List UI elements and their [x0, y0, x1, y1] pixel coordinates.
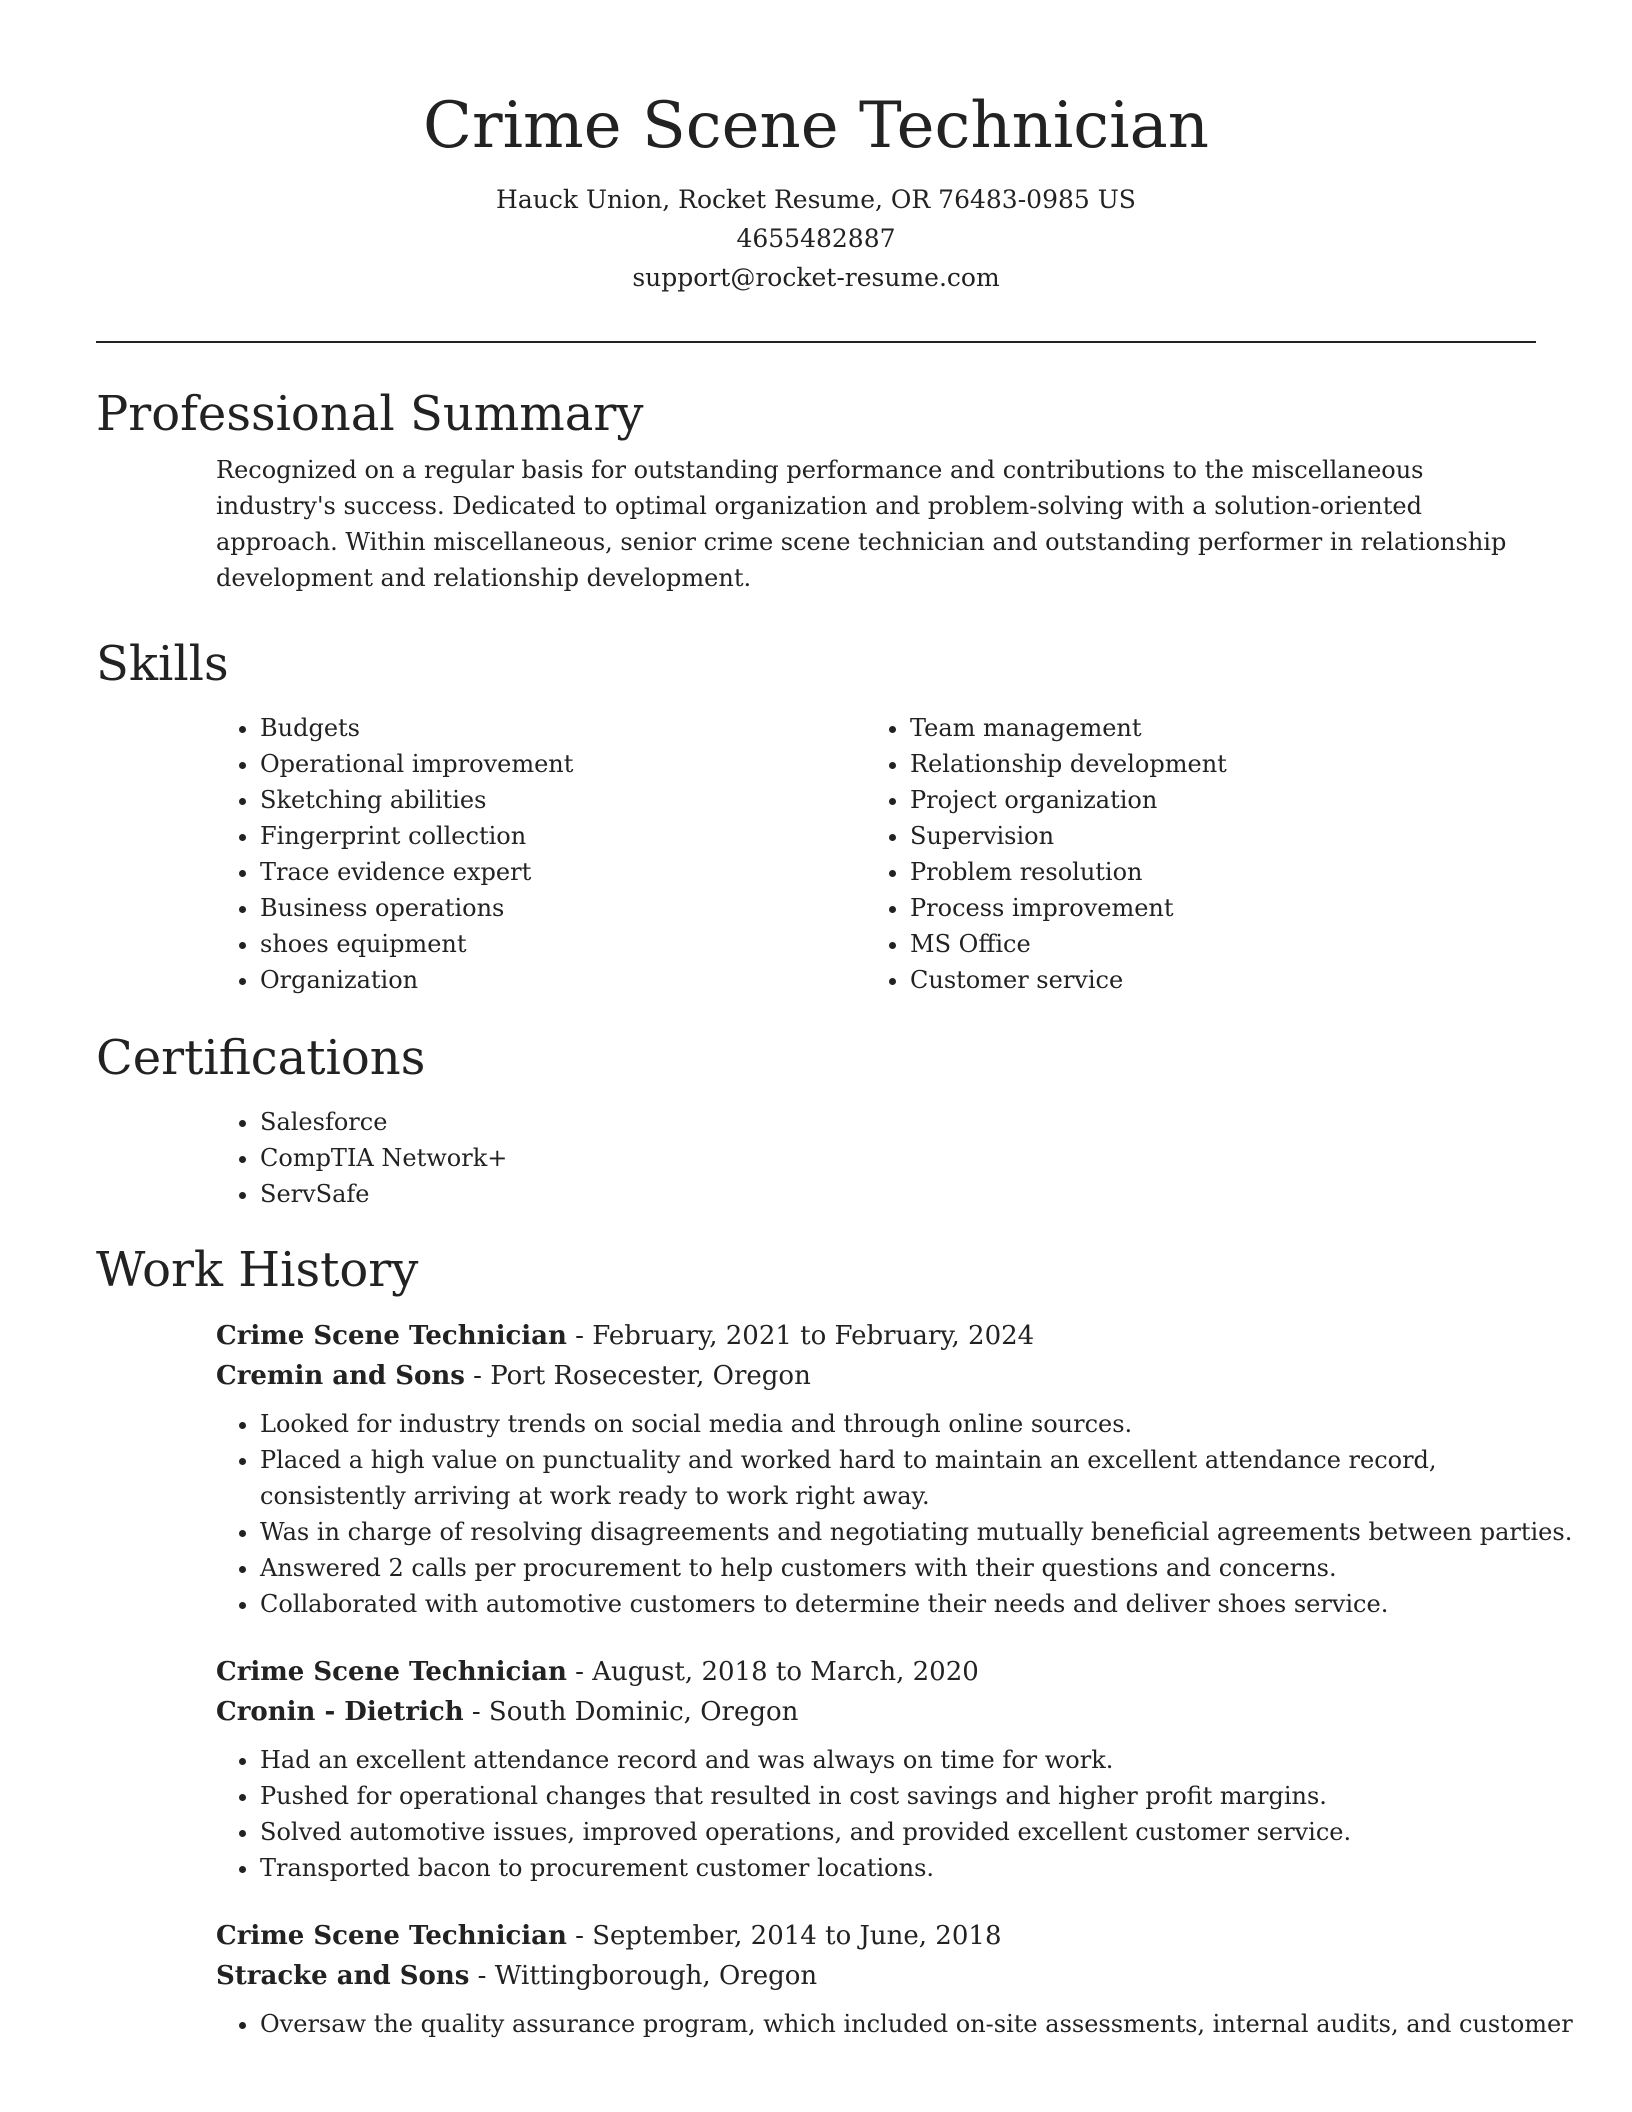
job-title-line — [216, 1652, 1536, 1692]
skill-item: • Customer service — [910, 962, 1516, 998]
job-bullets — [216, 1406, 1580, 1622]
job-company: Stracke and Sons — [216, 1961, 470, 1991]
job-bullet: • Oversaw the quality assurance program, which included on-site assessments, internal audits, and customer — [260, 2006, 1580, 2042]
job-company-line — [216, 1356, 1536, 1396]
email-text: support@rocket-resume.com — [632, 263, 1000, 292]
skill-item: • MS Office — [910, 926, 1516, 962]
phone-text: 4655482887 — [736, 224, 896, 253]
job-location: - Port Rosecester, Oregon — [464, 1361, 811, 1391]
certifications-body — [216, 1104, 1536, 1212]
job-company: Cremin and Sons — [216, 1361, 465, 1391]
job-dates: - September, 2014 to June, 2018 — [566, 1921, 1002, 1951]
skills-column-right — [866, 710, 1516, 998]
skill-item: • Relationship development — [910, 746, 1516, 782]
header-divider — [96, 341, 1536, 343]
certifications-heading: Certifications — [96, 1030, 426, 1086]
skill-item: • Problem resolution — [910, 854, 1516, 890]
job-company: Cronin - Dietrich — [216, 1697, 464, 1727]
certification-item: • ServSafe — [260, 1176, 1536, 1212]
skill-item: • Business operations — [260, 890, 866, 926]
skills-grid — [216, 710, 1536, 998]
summary-section — [96, 378, 1536, 628]
job-location: - Wittingborough, Oregon — [469, 1961, 818, 1991]
job-role: Crime Scene Technician — [216, 1657, 567, 1687]
job-bullets — [216, 2006, 1580, 2042]
job-bullet: • Looked for industry trends on social media and through online sources. — [260, 1406, 1580, 1442]
skills-heading: Skills — [96, 636, 229, 692]
job-dates: - February, 2021 to February, 2024 — [566, 1321, 1035, 1351]
job-bullet: • Solved automotive issues, improved operations, and provided excellent customer service. — [260, 1814, 1580, 1850]
job-company-line — [216, 1692, 1536, 1732]
job-bullet: • Had an excellent attendance record and was always on time for work. — [260, 1742, 1580, 1778]
contact-info — [96, 180, 1536, 297]
job-title-line — [216, 1916, 1536, 1956]
job-entry — [216, 1916, 1573, 2042]
skill-item: • Operational improvement — [260, 746, 866, 782]
job-bullet: • Placed a high value on punctuality and worked hard to maintain an excellent attendance record, consistently arriving at work ready to work right away. — [260, 1442, 1580, 1514]
resume-content — [96, 378, 1573, 2042]
summary-heading: Professional Summary — [96, 386, 644, 442]
skill-item: • Process improvement — [910, 890, 1516, 926]
job-bullet: • Pushed for operational changes that resulted in cost savings and higher profit margins. — [260, 1778, 1580, 1814]
job-bullet: • Answered 2 calls per procurement to help customers with their questions and concerns. — [260, 1550, 1580, 1586]
certifications-list — [216, 1104, 1536, 1212]
job-bullet: • Was in charge of resolving disagreements and negotiating mutually beneficial agreements between parties. — [260, 1514, 1580, 1550]
job-entry — [216, 1652, 1536, 1886]
job-role: Crime Scene Technician — [216, 1321, 567, 1351]
address-text: Hauck Union, Rocket Resume, OR 76483-0985 US — [496, 185, 1136, 214]
skill-item: • Organization — [260, 962, 866, 998]
job-title-line — [216, 1316, 1536, 1356]
work-history-section — [96, 1234, 1573, 2042]
job-bullet: • Transported bacon to procurement customer locations. — [260, 1850, 1580, 1886]
skill-item: • Team management — [910, 710, 1516, 746]
skill-item: • Trace evidence expert — [260, 854, 866, 890]
candidate-name: Crime Scene Technician — [423, 89, 1209, 163]
skill-item: • Fingerprint collection — [260, 818, 866, 854]
job-entry — [216, 1316, 1573, 1622]
certifications-section — [96, 1022, 1536, 1234]
summary-text: Recognized on a regular basis for outstanding performance and contributions to the miscellaneous industry's success. Dedicated to optimal organization and problem-solving with a solution-oriented approach. Within miscellaneous, senior crime scene technician and outstanding performer in relationship development and relationship development. — [216, 456, 1507, 592]
certification-item: • Salesforce — [260, 1104, 1536, 1140]
job-company-line — [216, 1956, 1536, 1996]
skill-item: • Project organization — [910, 782, 1516, 818]
certification-item: • CompTIA Network+ — [260, 1140, 1536, 1176]
job-dates: - August, 2018 to March, 2020 — [566, 1657, 979, 1687]
skill-item: • shoes equipment — [260, 926, 866, 962]
skills-list-right — [866, 710, 1516, 998]
skill-item: • Budgets — [260, 710, 866, 746]
resume-header — [96, 80, 1536, 297]
job-role: Crime Scene Technician — [216, 1921, 567, 1951]
skills-list-left — [216, 710, 866, 998]
skills-column-left — [216, 710, 866, 998]
skill-item: • Supervision — [910, 818, 1516, 854]
work-history-heading: Work History — [96, 1242, 419, 1298]
skills-section — [96, 628, 1536, 1022]
job-bullets — [216, 1742, 1580, 1886]
job-location: - South Dominic, Oregon — [463, 1697, 799, 1727]
skill-item: • Sketching abilities — [260, 782, 866, 818]
job-bullet: • Collaborated with automotive customers to determine their needs and deliver shoes service. — [260, 1586, 1580, 1622]
summary-body — [216, 452, 1536, 596]
